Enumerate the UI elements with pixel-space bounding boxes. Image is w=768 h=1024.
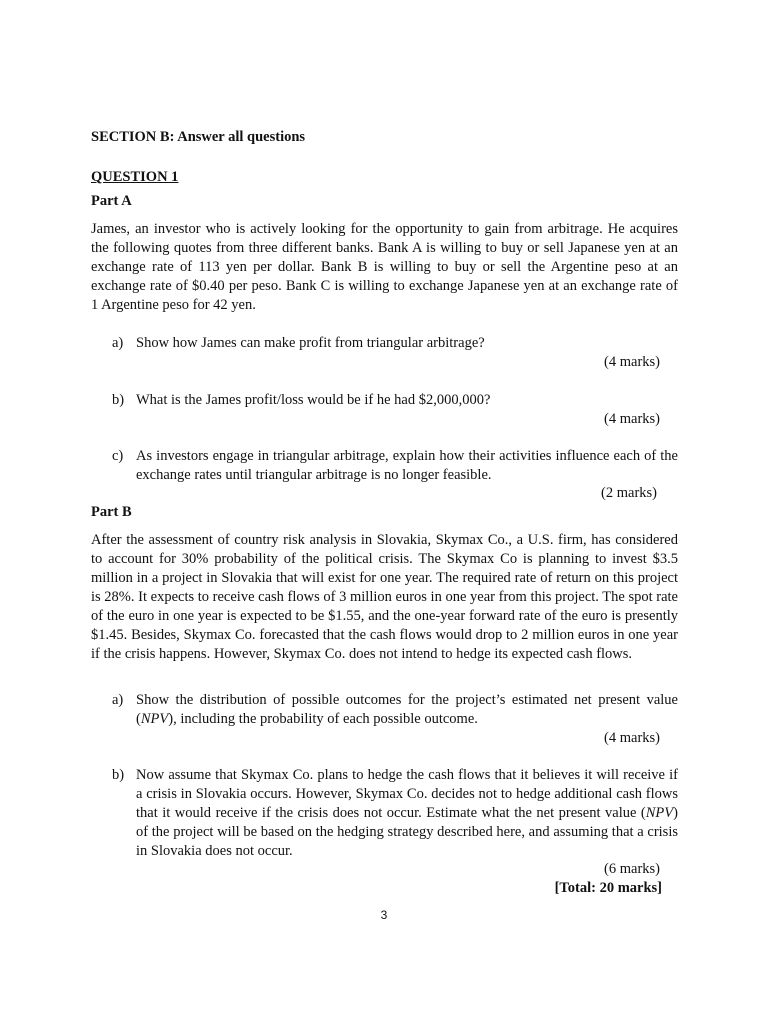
question-text [136,691,678,729]
page-number: 3 [380,908,388,922]
question-text: What is the James profit/loss would be if he had $2,000,000? [136,392,491,408]
part-a-intro: James, an investor who is actively looking for the opportunity to gain from arbitrage. He acquires the following quotes from three different banks. Bank A is willing to buy or sell Japanese yen at an exchange rate of 113 yen per dollar. Bank B is willing to buy or sell the Argentine peso at an exchange rate of $0.40 per peso. Bank C is willing to exchange Japanese yen at an exchange rate of 1 Argentine peso for 42 yen. [91,221,678,313]
question-text-after: ), including the probability of each possible outcome. [168,711,478,727]
question-text: As investors engage in triangular arbitrage, explain how their activities influence each of the exchange rates until triangular arbitrage is no longer feasible. [136,448,678,483]
part-a-question-b [112,391,678,410]
question-label: a) [112,335,124,351]
part-b-question-a [112,691,678,729]
question-text-before: Now assume that Skymax Co. plans to hedge the cash flows that it believes it will receive if a crisis in Slovakia occurs. However, Skymax Co. decides not to hedge additional cash flows that it would receive if the crisis does not occur. Estimate what the net present value ( [136,767,678,821]
question-label: b) [112,767,125,783]
npv-term: NPV [645,805,674,821]
question-text-after: ) of the project will be based on the hedging strategy described here, and assuming that a crisis in Slovakia does not occur. [136,805,678,859]
question-text: Show how James can make profit from triangular arbitrage? [136,335,485,351]
section-title: SECTION B: Answer all questions [91,129,306,145]
marks-label: (6 marks) [604,861,660,877]
marks-label: (4 marks) [604,730,660,746]
question-label: a) [112,692,124,708]
part-b-title: Part B [91,504,132,520]
question-text [136,766,678,861]
question-title: QUESTION 1 [91,169,179,185]
question-label: c) [112,448,124,464]
marks-label: (4 marks) [604,354,660,370]
part-b-question-b [112,766,678,861]
marks-label: (2 marks) [601,485,657,501]
npv-term: NPV [140,711,169,727]
question-text-before: Show the distribution of possible outcomes for the project’s estimated net present value ( [136,692,678,727]
question-label: b) [112,392,125,408]
part-a-title: Part A [91,193,132,209]
marks-label: (4 marks) [604,411,660,427]
part-a-question-a [112,334,678,353]
part-b-intro: After the assessment of country risk analysis in Slovakia, Skymax Co., a U.S. firm, has considered to account for 30% probability of the political crisis. The Skymax Co is planning to invest $3.5 million in a project in Slovakia that will exist for one year. The required rate of return on this project is 28%. It expects to receive cash flows of 3 million euros in one year from this project. The spot rate of the euro in one year is expected to be $1.55, and the one-year forward rate of the euro is presently $1.45. Besides, Skymax Co. forecasted that the cash flows would drop to 2 million euros in one year if the crisis happens. However, Skymax Co. does not intend to hedge its expected cash flows. [91,532,678,662]
total-marks: [Total: 20 marks] [554,880,662,896]
part-a-question-c [112,447,678,485]
